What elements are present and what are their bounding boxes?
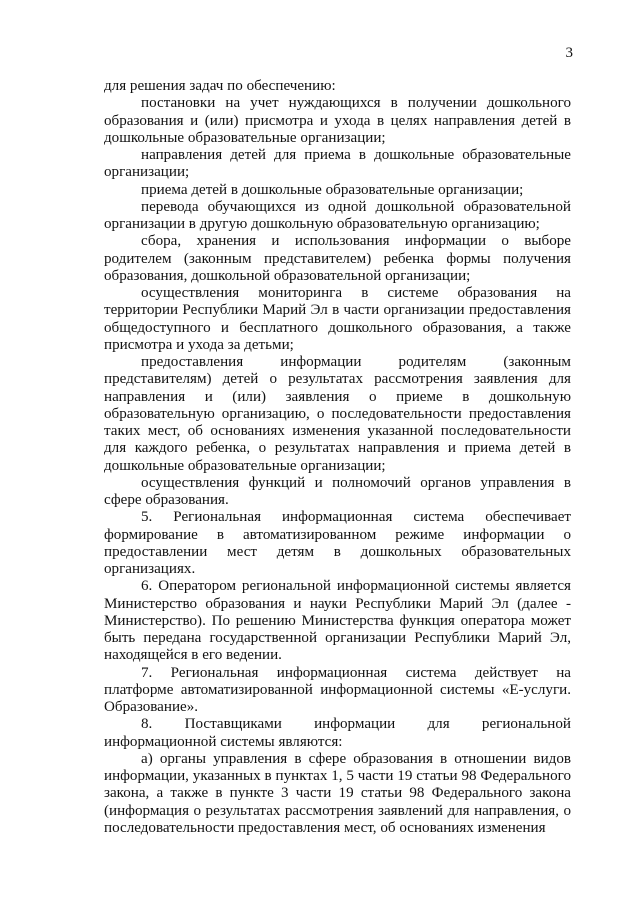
paragraph-clause-8: 8. Поставщиками информации для региональной информационной системы являются: xyxy=(104,716,571,750)
paragraph-list-item: постановки на учет нуждающихся в получении дошкольного образования и (или) присмотра и ухода в целях направления детей в дошкольные образовательные организации; xyxy=(104,95,571,146)
page-number: 3 xyxy=(565,45,573,61)
paragraph-intro: для решения задач по обеспечению: xyxy=(104,78,336,94)
paragraph-subclause-a: а) органы управления в сфере образования в отношении видов информации, указанных в пунктах 1, 5 части 19 статьи 98 Федерального закона, а также в пункте 3 части 19 статьи 98 Федерального закона (информация о результатах рассмотрения заявлений для направления, о последовательности предоставления мест, об основаниях изменения xyxy=(104,750,571,836)
paragraph-list-item: перевода обучающихся из одной дошкольной образовательной организации в другую дошкольную образовательную организацию; xyxy=(104,198,571,232)
paragraph-list-item: осуществления мониторинга в системе образования на территории Республики Марий Эл в части организации предоставления общедоступного и бесплатного дошкольного образования, а также присмотра и ухода за детьми; xyxy=(104,285,571,353)
paragraph-clause-5: 5. Региональная информационная система обеспечивает формирование в автоматизированном режиме информации о предоставлении мест детям в дошкольных образовательных организациях. xyxy=(104,509,571,577)
paragraph-list-item: сбора, хранения и использования информации о выборе родителем (законным представителем) ребенка формы получения образования, дошкольной образовательной организации; xyxy=(104,233,571,284)
paragraph-list-item: предоставления информации родителям (законным представителям) детей о результатах рассмотрения заявления для направления и (или) заявления о приеме в дошкольную образовательную организацию, о последовательности предоставления таких мест, об основаниях изменения указанной последовательности для каждого ребенка, о результатах направления и приема детей в дошкольные образовательные организации; xyxy=(104,354,571,474)
paragraph-list-item: осуществления функций и полномочий органов управления в сфере образования. xyxy=(104,474,571,508)
paragraph-list-item: приема детей в дошкольные образовательные организации; xyxy=(141,181,524,198)
paragraph-list-item: направления детей для приема в дошкольные образовательные организации; xyxy=(104,147,571,181)
paragraph-clause-6: 6. Оператором региональной информационной системы является Министерство образования и науки Республики Марий Эл (далее - Министерство). По решению Министерства функция оператора может быть передана государственной организации Республики Марий Эл, находящейся в его ведении. xyxy=(104,578,571,664)
document-body xyxy=(104,78,571,837)
paragraph-clause-7: 7. Региональная информационная система действует на платформе автоматизированной информационной системы «Е-услуги. Образование». xyxy=(104,664,571,715)
